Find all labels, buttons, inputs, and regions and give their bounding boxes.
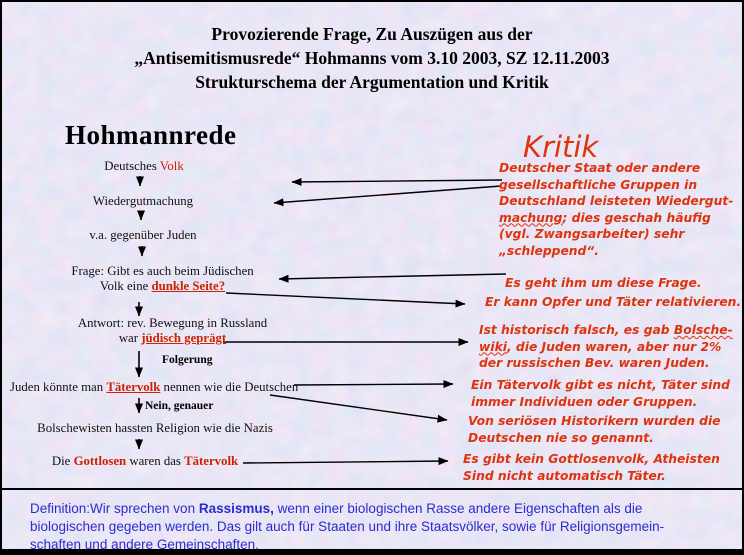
kritik-arrow-to-frage: [279, 274, 506, 279]
title-line-2: „Antisemitismusrede“ Hohmanns vom 3.10 2003, SZ 12.11.2003: [134, 48, 610, 68]
section-separator-line: [2, 488, 744, 490]
node-deutsches-volk-text: Deutsches: [104, 159, 160, 173]
node-frage: [30, 264, 295, 293]
gottlosen-highlight: Gottlosen: [73, 454, 127, 468]
kritik-gv-line1: Es gibt kein Gottlosenvolk, Atheisten: [463, 452, 720, 466]
arrow-dunkle-seite-to-kritik: [226, 293, 465, 304]
kritik-hist-line2-rest: , die Juden waren, aber nur 2%: [506, 339, 722, 354]
definition-line3: [30, 536, 736, 554]
kritik-wgm-line4: [499, 210, 733, 227]
kritik-item-historiker: [468, 413, 721, 446]
kritik-heading: Kritik: [523, 130, 599, 164]
kritik-hist-wiki-squiggle: wiki: [479, 339, 507, 354]
node-frage-line1: Frage: Gibt es auch beim Jüdischen: [71, 264, 254, 278]
definition-line1: [30, 500, 736, 518]
node-antwort: [40, 316, 305, 345]
label-folgerung: Folgerung: [162, 354, 213, 366]
node-antwort-line2: [40, 331, 305, 346]
node-gottlosen-pre: Die: [51, 454, 74, 468]
kritik-gv-line2: Sind nicht automatisch Täter.: [463, 468, 666, 483]
kritik-item-gottlosenvolk: [463, 451, 720, 484]
node-antwort-line1: Antwort: rev. Bewegung in Russland: [77, 316, 268, 330]
kritik-wgm-line3: Deutschland leisteten Wiedergut-: [499, 194, 734, 208]
arrow-taetervolk-to-kritik: [294, 384, 453, 385]
arrow-taetervolk-to-historiker-kritik: [270, 395, 447, 420]
node-antwort-line2-pre: war: [118, 330, 142, 345]
node-taetervolk-post: nennen wie die Deutschen: [160, 380, 299, 394]
kritik-item-taetervolk: [471, 377, 730, 410]
node-gottlosen-mid: waren das: [126, 454, 185, 468]
kritik-wgm-line1: Deutscher Staat oder andere: [499, 161, 701, 175]
kritik-wgm-line4-rest: ; dies geschah häufig: [562, 210, 711, 225]
kritik-hist-bolsche-squiggle: Bolsche-: [673, 323, 733, 337]
node-deutsches-volk: [44, 159, 244, 174]
dunkle-seite-highlight: dunkle Seite?: [151, 278, 226, 293]
kritik-hk-line1: Von seriösen Historikern wurden die: [468, 414, 721, 428]
node-gottlosen: [25, 454, 265, 469]
definition-schaften-squiggle: schaften: [30, 537, 82, 552]
kritik-hist-line1-pre: Ist historisch falsch, es gab: [479, 323, 674, 337]
node-volk-highlight: Volk: [159, 159, 184, 173]
kritik-wgm-squiggle: machung: [499, 210, 563, 225]
node-wiedergutmachung: Wiedergutmachung: [92, 194, 194, 208]
node-frage-line2: [30, 279, 295, 294]
node-taetervolk: [10, 380, 310, 395]
juedisch-gepraegt-highlight: jüdisch geprägt: [141, 330, 227, 345]
kritik-wgm-line6: „schleppend“.: [499, 243, 599, 258]
node-taetervolk-pre: Juden könnte man: [10, 380, 107, 394]
kritik-arrow-to-volk: [292, 180, 502, 182]
kritik-wgm-line2: gesellschaftliche Gruppen in: [499, 177, 698, 192]
taetervolk-highlight: Tätervolk: [106, 380, 161, 394]
kritik-hist-line3: der russischen Bev. waren Juden.: [479, 356, 710, 370]
definition-line1-rest: wenn einer biologischen Rasse andere Eigenschaften als die: [273, 501, 643, 516]
kritik-hk-line2: Deutschen nie so genannt.: [468, 430, 654, 445]
kritik-item-frage: Es geht ihm um diese Frage.: [505, 276, 702, 290]
taetervolk2-highlight: Tätervolk: [184, 454, 239, 468]
rassismus-bold: Rassismus,: [198, 501, 274, 516]
node-frage-line2-pre: Volk eine: [99, 278, 152, 293]
node-gegenueber-juden: v.a. gegenüber Juden: [89, 228, 197, 242]
label-nein-genauer: Nein, genauer: [145, 400, 214, 412]
kritik-hist-line2: [479, 339, 733, 356]
definition-line3-rest: und andere Gemeinschaften.: [81, 537, 259, 552]
arrow-gottlosen-to-kritik: [243, 461, 448, 463]
node-bolschewisten: Bolschewisten hassten Religion wie die Nazis: [37, 421, 273, 435]
definition-text: [30, 500, 736, 554]
kritik-hist-line1: [479, 322, 733, 339]
kritik-tv-line2: immer Individuen oder Gruppen.: [471, 394, 698, 409]
kritik-tv-line1: Ein Tätervolk gibt es nicht, Täter sind: [471, 378, 730, 392]
kritik-item-historisch: [479, 322, 733, 372]
page-title: [2, 22, 742, 94]
title-line-1: Provozierende Frage, Zu Auszügen aus der: [211, 24, 533, 44]
definition-line2: biologischen gegeben werden. Das gilt auch für Staaten und ihre Staatsvölker, sowie für Religionsgemein-: [30, 519, 665, 534]
kritik-item-relativieren: Er kann Opfer und Täter relativieren.: [485, 295, 742, 309]
kritik-item-wiedergutmachung: [499, 160, 733, 259]
kritik-arrow-to-wiedergutmachung: [274, 186, 501, 203]
title-line-3: Strukturschema der Argumentation und Kritik: [195, 72, 549, 92]
hohmannrede-heading: Hohmannrede: [65, 120, 237, 150]
definition-line1-pre: Definition:Wir sprechen von: [30, 501, 199, 516]
kritik-wgm-line5: (vgl. Zwangsarbeiter) sehr: [499, 227, 685, 241]
